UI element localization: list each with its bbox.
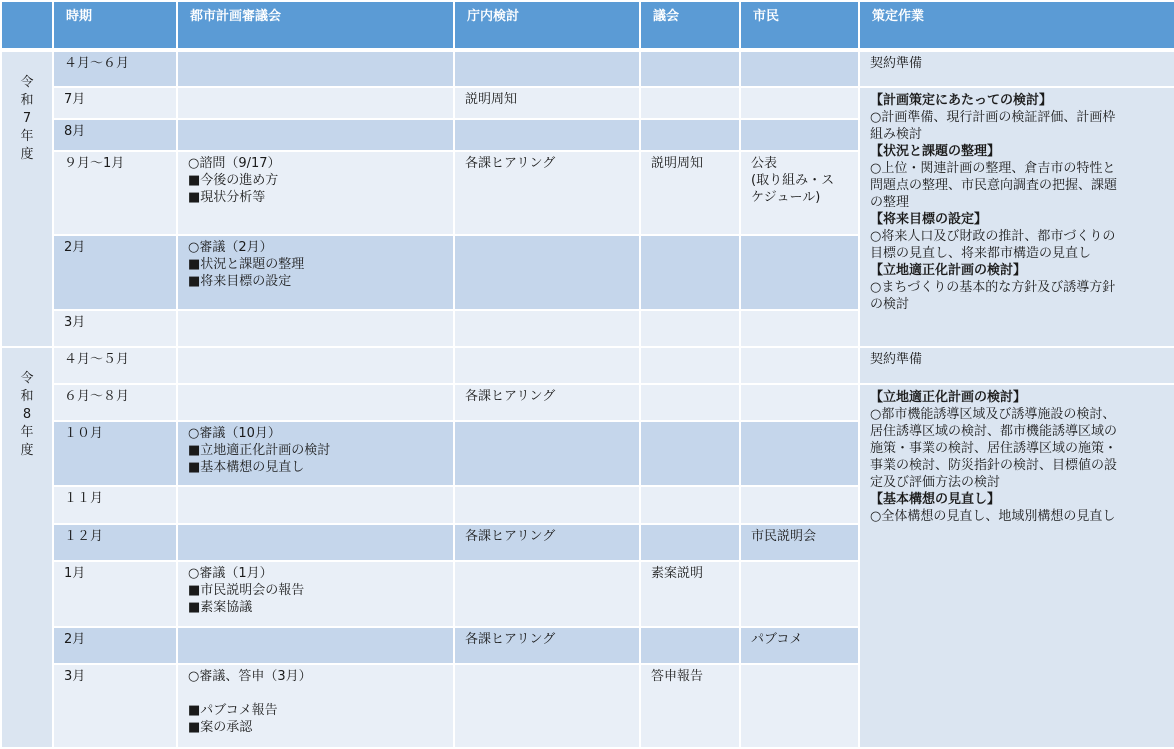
citizen-line: 市民説明会 bbox=[751, 529, 817, 544]
era-r7 bbox=[1, 50, 53, 347]
period-cell: ６月～８月 bbox=[53, 384, 177, 421]
work-r7-heading: 【状況と課題の整理】 bbox=[870, 144, 1001, 159]
table-row bbox=[1, 384, 1174, 421]
internal-cell bbox=[454, 310, 640, 347]
council-cell bbox=[177, 486, 454, 524]
work-r8-heading: 【基本構想の見直し】 bbox=[870, 492, 1001, 507]
period-cell: １１月 bbox=[53, 486, 177, 524]
council-cell bbox=[177, 421, 454, 486]
council-line: ■今後の進め方 bbox=[188, 173, 279, 188]
work-r7-text: 組み検討 bbox=[870, 127, 923, 142]
citizen-line: 公表 bbox=[751, 156, 778, 171]
work-r7-heading: 【将来目標の設定】 bbox=[870, 212, 988, 227]
header-council: 都市計画審議会 bbox=[177, 1, 454, 50]
era-char: 和 bbox=[20, 93, 34, 108]
schedule-body bbox=[1, 50, 1174, 748]
council-line: ○審議（2月） bbox=[188, 240, 273, 255]
council-line: ■将来目標の設定 bbox=[188, 274, 292, 289]
era-char: 年 bbox=[20, 425, 34, 440]
assembly-cell bbox=[640, 87, 740, 119]
citizen-cell bbox=[740, 50, 859, 87]
period-cell: ９月～1月 bbox=[53, 151, 177, 235]
table-row bbox=[1, 50, 1174, 87]
assembly-cell: 説明周知 bbox=[640, 151, 740, 235]
council-cell bbox=[177, 627, 454, 664]
council-line: ■基本構想の見直し bbox=[188, 460, 305, 475]
work-r8-text: ○全体構想の見直し、地域別構想の見直し bbox=[870, 509, 1116, 524]
council-line: ■素案協議 bbox=[188, 600, 253, 615]
work-r8-text: 施策・事業の検討、居住誘導区域の施策・ bbox=[870, 441, 1118, 456]
assembly-cell bbox=[640, 486, 740, 524]
internal-cell: 各課ヒアリング bbox=[454, 151, 640, 235]
citizen-cell bbox=[740, 627, 859, 664]
period-cell: ４月～５月 bbox=[53, 347, 177, 384]
work-contract-r8: 契約準備 bbox=[859, 347, 1174, 384]
internal-cell bbox=[454, 421, 640, 486]
council-cell bbox=[177, 384, 454, 421]
work-r8-text: 定及び評価方法の検討 bbox=[870, 475, 1001, 490]
council-line: ■市民説明会の報告 bbox=[188, 583, 305, 598]
council-line: ■案の承認 bbox=[188, 720, 253, 735]
work-r7-text: ○まちづくりの基本的な方針及び誘導方針 bbox=[870, 280, 1116, 295]
assembly-cell: 素案説明 bbox=[640, 561, 740, 627]
work-r8-text: ○都市機能誘導区域及び誘導施設の検討、 bbox=[870, 407, 1116, 422]
internal-cell: 各課ヒアリング bbox=[454, 384, 640, 421]
council-line: ■状況と課題の整理 bbox=[188, 257, 305, 272]
council-cell bbox=[177, 151, 454, 235]
assembly-cell bbox=[640, 384, 740, 421]
work-r7-heading: 【計画策定にあたっての検討】 bbox=[870, 93, 1053, 108]
council-cell bbox=[177, 119, 454, 151]
council-cell bbox=[177, 310, 454, 347]
council-cell bbox=[177, 347, 454, 384]
assembly-cell bbox=[640, 627, 740, 664]
period-cell: 3月 bbox=[53, 664, 177, 748]
internal-cell bbox=[454, 486, 640, 524]
assembly-cell bbox=[640, 119, 740, 151]
citizen-cell bbox=[740, 310, 859, 347]
council-line: ○審議、答申（3月） bbox=[188, 669, 312, 684]
work-r8-heading: 【立地適正化計画の検討】 bbox=[870, 390, 1027, 405]
assembly-cell bbox=[640, 50, 740, 87]
council-cell bbox=[177, 664, 454, 748]
period-cell: 7月 bbox=[53, 87, 177, 119]
citizen-cell bbox=[740, 524, 859, 561]
work-r8-text: 居住誘導区域の検討、都市機能誘導区域の bbox=[870, 424, 1118, 439]
header-citizen: 市民 bbox=[740, 1, 859, 50]
work-contract-r7: 契約準備 bbox=[859, 50, 1174, 87]
council-line: ■パブコメ報告 bbox=[188, 703, 278, 718]
header-assembly: 議会 bbox=[640, 1, 740, 50]
era-char: 8 bbox=[22, 407, 32, 422]
work-r7-text: ○将来人口及び財政の推計、都市づくりの bbox=[870, 229, 1116, 244]
work-r7-heading: 【立地適正化計画の検討】 bbox=[870, 263, 1027, 278]
citizen-line: ケジュール) bbox=[751, 190, 821, 205]
header-row bbox=[1, 1, 1174, 50]
table-row bbox=[1, 347, 1174, 384]
period-cell: １０月 bbox=[53, 421, 177, 486]
citizen-cell bbox=[740, 561, 859, 627]
council-line: ■現状分析等 bbox=[188, 190, 266, 205]
council-cell bbox=[177, 87, 454, 119]
internal-cell bbox=[454, 347, 640, 384]
assembly-cell bbox=[640, 310, 740, 347]
citizen-line: パブコメ bbox=[751, 632, 803, 647]
work-r7-text: 問題点の整理、市民意向調査の把握、課題 bbox=[870, 178, 1118, 193]
council-line bbox=[188, 685, 447, 702]
work-r7-text: の検討 bbox=[870, 297, 910, 312]
internal-cell bbox=[454, 50, 640, 87]
council-cell bbox=[177, 50, 454, 87]
table-row bbox=[1, 87, 1174, 119]
work-r7-text: ○計画準備、現行計画の検証評価、計画枠 bbox=[870, 110, 1116, 125]
era-char: 度 bbox=[20, 147, 34, 162]
assembly-cell bbox=[640, 347, 740, 384]
internal-cell: 各課ヒアリング bbox=[454, 524, 640, 561]
work-r7-text: の整理 bbox=[870, 195, 910, 210]
period-cell: 2月 bbox=[53, 627, 177, 664]
work-r8-details bbox=[859, 384, 1174, 748]
assembly-cell bbox=[640, 421, 740, 486]
era-char: 令 bbox=[20, 75, 34, 90]
internal-cell bbox=[454, 664, 640, 748]
era-r8 bbox=[1, 347, 53, 748]
header-work: 策定作業 bbox=[859, 1, 1174, 50]
period-cell: 1月 bbox=[53, 561, 177, 627]
council-cell bbox=[177, 524, 454, 561]
citizen-cell bbox=[740, 664, 859, 748]
header-internal: 庁内検討 bbox=[454, 1, 640, 50]
era-char: 年 bbox=[20, 129, 34, 144]
assembly-cell bbox=[640, 235, 740, 310]
period-cell: 2月 bbox=[53, 235, 177, 310]
work-r8-text: 事業の検討、防災指針の検討、目標値の設 bbox=[870, 458, 1118, 473]
council-line: ■立地適正化計画の検討 bbox=[188, 443, 331, 458]
council-cell bbox=[177, 235, 454, 310]
citizen-cell bbox=[740, 151, 859, 235]
citizen-cell bbox=[740, 486, 859, 524]
internal-cell bbox=[454, 119, 640, 151]
internal-cell bbox=[454, 561, 640, 627]
council-line: ○諮問（9/17） bbox=[188, 156, 281, 171]
citizen-cell bbox=[740, 421, 859, 486]
citizen-cell bbox=[740, 384, 859, 421]
work-r7-text: ○上位・関連計画の整理、倉吉市の特性と bbox=[870, 161, 1116, 176]
internal-cell: 各課ヒアリング bbox=[454, 627, 640, 664]
era-char: 7 bbox=[22, 111, 32, 126]
era-char: 和 bbox=[20, 389, 34, 404]
council-line: ○審議（10月） bbox=[188, 426, 281, 441]
council-cell bbox=[177, 561, 454, 627]
era-char: 度 bbox=[20, 443, 34, 458]
header-era bbox=[1, 1, 53, 50]
period-cell: 8月 bbox=[53, 119, 177, 151]
work-r7-text: 目標の見直し、将来都市構造の見直し bbox=[870, 246, 1092, 261]
work-r7-details bbox=[859, 87, 1174, 347]
citizen-cell bbox=[740, 235, 859, 310]
internal-cell bbox=[454, 235, 640, 310]
citizen-line: (取り組み・ス bbox=[751, 173, 835, 188]
assembly-cell: 答申報告 bbox=[640, 664, 740, 748]
period-cell: ４月～６月 bbox=[53, 50, 177, 87]
era-char: 令 bbox=[20, 371, 34, 386]
citizen-cell bbox=[740, 347, 859, 384]
internal-cell: 説明周知 bbox=[454, 87, 640, 119]
header-period: 時期 bbox=[53, 1, 177, 50]
period-cell: １２月 bbox=[53, 524, 177, 561]
assembly-cell bbox=[640, 524, 740, 561]
citizen-cell bbox=[740, 87, 859, 119]
period-cell: 3月 bbox=[53, 310, 177, 347]
council-line: ○審議（1月） bbox=[188, 566, 273, 581]
citizen-cell bbox=[740, 119, 859, 151]
